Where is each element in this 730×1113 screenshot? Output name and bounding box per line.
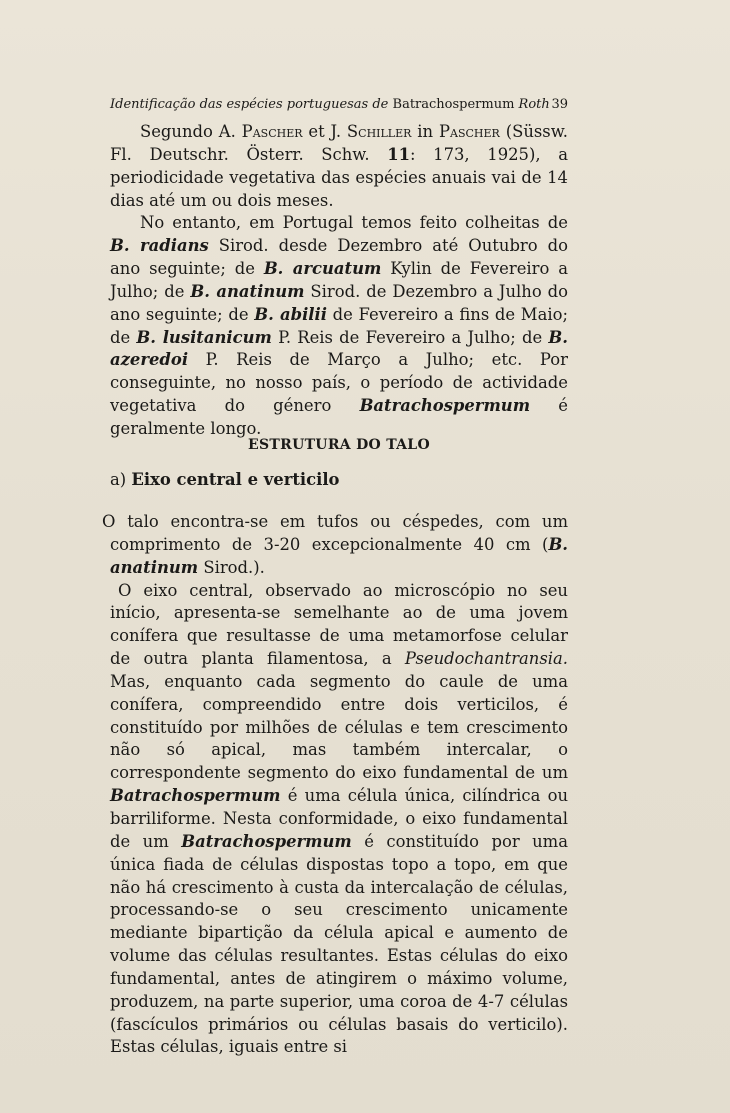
- p1-text-e: : 173, 1925), a periodicidade vegetativa das espécies anuais vai de 14 dias até um ou dois meses.: [110, 144, 568, 210]
- p1-text-c: in: [411, 122, 439, 141]
- author-pascher-2: Pascher: [438, 122, 500, 141]
- p3-text-b: Sirod.).: [198, 557, 265, 577]
- genus-pseudochantransia: Pseudochantransia.: [404, 649, 568, 669]
- body-text-bottom: [102, 511, 568, 1059]
- paragraph-3: [102, 511, 568, 580]
- running-head-genus: Batrachospermum: [392, 97, 515, 112]
- p2-text-a: No entanto, em Portugal temos feito colheitas de: [140, 213, 568, 233]
- p2-text-d: Sirod. de Dezembro a Julho do ano seguinte; de: [110, 281, 568, 324]
- p4-text-d: é constituído por uma única fiada de células dispostas topo a topo, em que não há crescimento à custa da intercalação de células, processando-se o seu crescimento unicamente mediante bipartição da célula apical e aumento de volume das células resultantes. Estas células do eixo fundamental, antes de atingirem o máximo volume, produzem, na parte superior, uma coroa de 4-7 células (fascículos primários ou células basais do verticilo). Estas células, iguais entre si: [110, 831, 568, 1057]
- p2-text-b: Sirod. desde Dezembro até Outubro do ano seguinte; de: [110, 236, 568, 279]
- p2-text-c: Kylin de Fevereiro a Julho; de: [110, 259, 568, 301]
- subsection-title: Eixo central e verticilo: [131, 470, 340, 489]
- subsection-heading: [110, 470, 568, 489]
- species-lusitanicum: B. lusitanicum: [136, 327, 272, 347]
- p4-text-c: é uma célula única, cilíndrica ou barriliforme. Nesta conformidade, o eixo fundamental de um: [110, 786, 568, 851]
- p1-text-a: Segundo: [140, 122, 219, 141]
- paragraph-1: [110, 121, 568, 212]
- page-number: 39: [551, 97, 568, 112]
- author-schiller: J. Schiller: [330, 122, 412, 141]
- species-radians: B. radians: [110, 236, 209, 256]
- running-head-title: Identificação das espécies portuguesas de: [110, 97, 393, 112]
- p2-text-f: P. Reis de Fevereiro a Julho; de: [271, 327, 549, 347]
- paragraph-4: [110, 580, 568, 1060]
- p1-text-b: et: [302, 122, 331, 141]
- genus-batrachospermum-3: Batrachospermum: [181, 831, 352, 851]
- author-pascher: A. Pascher: [218, 122, 303, 141]
- p2-text-g: P. Reis de Março a Julho; etc. Por conseguinte, no nosso país, o período de actividade vegetativa do género: [110, 350, 568, 416]
- species-azeredoi: B. azeredoi: [110, 327, 568, 370]
- running-head-author: Roth: [514, 97, 550, 112]
- genus-batrachospermum-2: Batrachospermum: [110, 786, 281, 806]
- p2-text-e: de Fevereiro a fins de Maio; de: [110, 304, 568, 347]
- species-abilii: B. abilii: [254, 304, 327, 324]
- section-heading: ESTRUTURA DO TALO: [248, 437, 430, 453]
- species-arcuatum: B. arcuatum: [263, 259, 382, 279]
- running-head: [110, 95, 570, 115]
- genus-batrachospermum: Batrachospermum: [359, 396, 531, 416]
- volume-number: 11: [387, 144, 410, 164]
- body-text-top: [110, 121, 568, 441]
- p4-text-a: O eixo central, observado ao microscópio no seu início, apresenta-se semelhante ao de uma jovem conífera que resultasse de uma metamorfose celular de outra planta filamentosa, a: [110, 580, 568, 669]
- p2-text-h: é geralmente longo.: [110, 396, 568, 438]
- species-anatinum: B. anatinum: [190, 281, 305, 301]
- p3-text-a: O talo encontra-se em tufos ou céspedes, com um comprimento de 3-20 excepcionalmente 40 cm (: [102, 512, 568, 554]
- subsection-letter: a): [110, 470, 132, 489]
- paragraph-2: [110, 212, 568, 440]
- p1-text-d: (Süssw. Fl. Deutschr. Österr. Schw.: [110, 122, 568, 164]
- species-anatinum-2: B. anatinum: [110, 534, 568, 577]
- p4-text-b: Mas, enquanto cada segmento do caule de uma conífera, compreendido entre dois verticilos, é constituído por milhões de células e tem crescimento não só apical, mas também intercalar, o correspondente segmento do eixo fundamental de um: [110, 671, 568, 783]
